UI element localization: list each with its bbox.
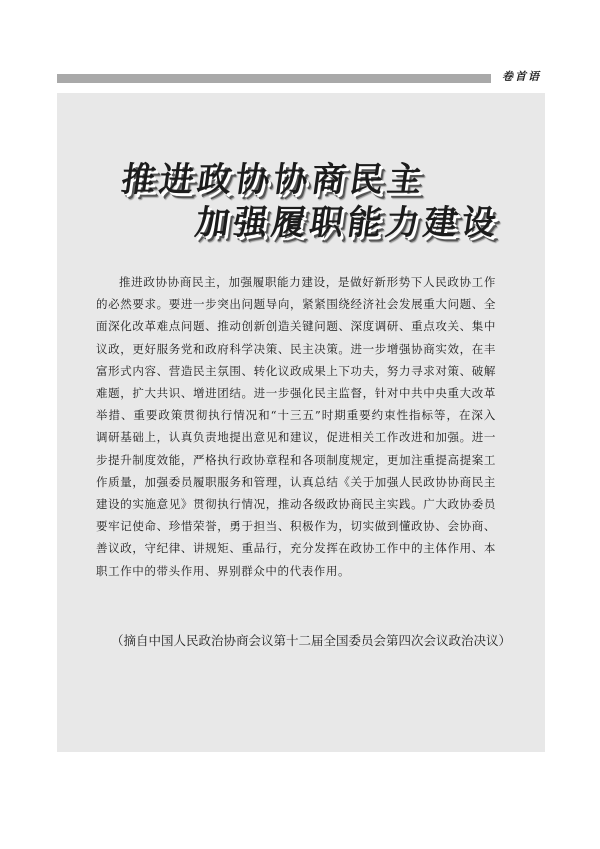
- section-label: 卷首语: [502, 70, 541, 83]
- source-citation: （摘自中国人民政治协商会议第十二届全国委员会第四次会议政治决议）: [111, 633, 512, 648]
- header-rule-bar: [57, 74, 491, 83]
- title-line-2: 加强履职能力建设: [192, 203, 503, 243]
- title-line-1: 推进政协协商民主: [118, 160, 429, 200]
- editorial-body: 推进政协协商民主，加强履职能力建设，是做好新形势下人民政协工作的必然要求。要进一步突出问题导向，紧紧围绕经济社会发展重大问题、全面深化改革难点问题、推动创新创造关键问题、深度调研、重点攻关、集中议政，更好服务党和政府科学决策、民主决策。进一步增强协商实效，在丰富形式内容、营造民主氛围、转化议政成果上下功夫，努力寻求对策、破解难题，扩大共识、增进团结。进一步强化民主监督，针对中共中央重大改革举措、重要政策贯彻执行情况和“十三五”时期重要约束性指标等，在深入调研基础上，认真负责地提出意见和建议，促进相关工作改进和加强。进一步提升制度效能，严格执行政协章程和各项制度规定，更加注重提高提案工作质量，加强委员履职服务和管理，认真总结《关于加强人民政协协商民主建设的实施意见》贯彻执行情况，推动各级政协商民主实践。广大政协委员要牢记使命、珍惜荣誉，勇于担当、积极作为，切实做到懂政协、会协商、善议政，守纪律、讲规矩、重品行，充分发挥在政协工作中的主体作用、本职工作中的带头作用、界别群众中的代表作用。: [96, 275, 496, 578]
